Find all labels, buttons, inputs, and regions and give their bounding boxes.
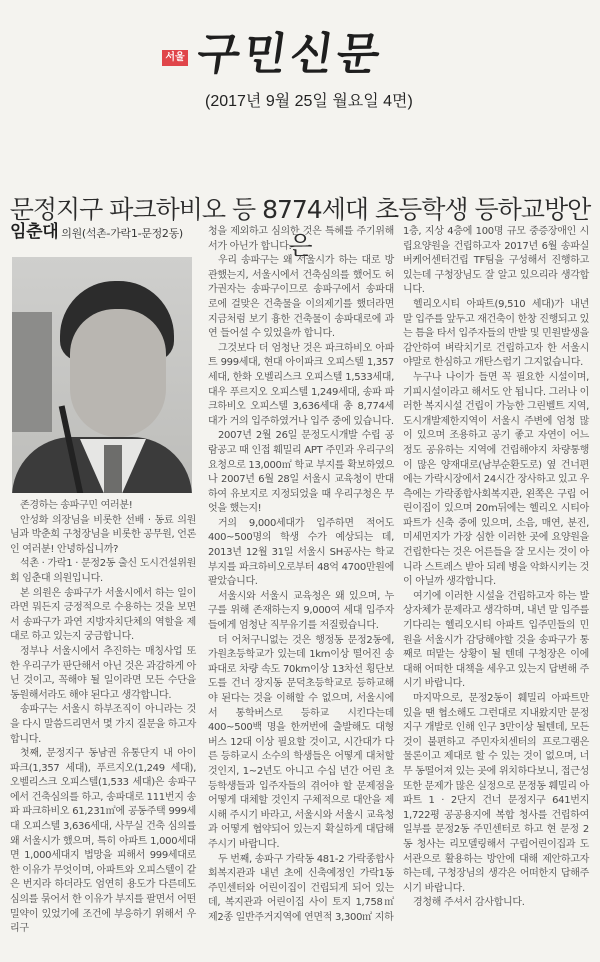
masthead (0, 0, 600, 120)
paragraph: 안성화 의장님을 비롯한 선배 · 동료 의원님과 박춘희 구청장님을 비롯한 공무원, 언론인 여러분! 안녕하십니까? (10, 514, 196, 555)
paragraph: 마지막으로, 문정2동이 훼밀리 아파트만 있을 땐 협소해도 그런대로 지내왔지만 문정지구 개발로 인해 인구 3만이상 될텐데, 모든 것이 불편하고 주민자치센터의 프로그램은 물론이고 제대로 할 수 있는 것이 없으며, 너무 동떨어져 있는 곳에 위치하다보니, 접근성 또한 문제가 많은 실정으로 문정동 훼밀리 아파트 1 · 2단지 건너 문정지구 641번지 1,722평 공공용지에 복합 청사를 건립하여 일부를 문정2동 주민센터로 하고 현 문정 2동 청사는 리모델링해서 구립어린이집과 도서관으로 활용하는 방안에 대해 제안하고자 하는데, 구청장님의 생각은 어떠한지 답해주시기 바랍니다. (403, 693, 589, 894)
byline (10, 222, 196, 251)
paragraph: 여기에 이러한 시설을 건립하고자 하는 발상자체가 문제라고 생각하며, 내년 말 입주를 기다리는 헬리오시티 아파트 입주민들의 민원을 서울시가 감당해야할 것을 송파구가 통째로 떠맡는 상황이 될 텐데 구청장은 이에 대해 어떠한 대책을 세우고 있는지 답변해 주시기 바랍니다. (403, 590, 589, 690)
paragraph: 두 번째, 송파구 가락동 481-2 가락종합사회복지관과 내년 초에 신축예정인 가락1동 주민센터와 어린이집이 건립되게 되어 있는데, 복지관과 어린이집 사이 토지 1,758㎡ 제2종 일반주거지역에 연면적 3,300㎡ 지하 (208, 853, 394, 923)
paragraph: 우리 송파구는 왜 서울시가 하는 대로 방관했는지, 서울시에서 건축심의를 했어도 허가권자는 송파구이므로 송파구에서 송파대로에 걸맞은 건축물을 이의제기를 했더라면 지금처럼 보기 흉한 건축물이 송파대로에 과연 들어설 수 있었을까 합니다. (208, 255, 394, 340)
paragraph: 석촌 · 가락1 · 문정2동 출신 도시건설위원회 임춘대 의원입니다. (10, 558, 196, 584)
paragraph: 청을 제외하고 심의한 것은 특혜를 주기위해서가 아닌가 합니다. (208, 226, 394, 252)
paragraph: 더 어처구니없는 것은 행정동 문정2동에, 가원초등학교가 있는데 1km이상 떨어진 송파대로 차량 속도 70km이상 13차선 횡단보도를 건너 장지동 문덕초등학교로 등하교해야 된다는 것을 이해할 수 없으며, 서울시에서 통학버스로 등하교 시킨다는데 400~500백 명을 한꺼번에 출발해도 대형버스 12대 이상 필요할 것이고, 시간대가 다른 등하교시 소수의 학생들은 어떻게 대처할 것인지, 1~2년도 아니고 수십 년간 어린 초등학생들과 입주자들의 겪어야 할 문제점을 어떻게 대체할 것인지 구체적으로 대안을 제시해 주시기 바라고, 서울시와 서울시 교육청과 어떻게 협약되어 있는지 확실하게 대답해 주시기 바랍니다. (208, 634, 394, 850)
article-headline: 문정지구 파크하비오 등 8774세대 초등학생 등하교방안은 (9, 195, 591, 260)
region-badge: 서울 (162, 50, 188, 66)
article-column-1 (10, 222, 196, 937)
author-role: 의원(석촌-가락1-문정2동) (61, 227, 183, 240)
paper-logo: 구민신문 (193, 29, 387, 80)
paragraph: 2007년 2월 26일 문정도시개발 수립 공람공고 때 인접 훼밀리 APT 주민과 우리구의 요청으로 13,000㎡ 학교 부지를 확보하였으나 2007년 6월 28일 서울시 교육청이 반대하여 유보지로 지정되었을 때 우리구청은 무엇을 했는지! (208, 430, 394, 515)
paragraph: 본 의원은 송파구가 서울시에서 하는 일이라면 뭐든지 긍정적으로 수용하는 것을 보면서 송파구가 과연 지방자치단체의 역할을 제대로 하고 있는지 궁금합니다. (10, 587, 196, 643)
photo-background (12, 312, 52, 432)
author-name: 임춘대 (10, 222, 59, 242)
paragraph: 서울시와 서울시 교육청은 왜 있으며, 누구를 위해 존재하는지 9,000여 세대 입주자들에게 엄청난 직무유기를 저질렀습니다. (208, 590, 394, 632)
article-column-3 (403, 225, 589, 911)
paragraph: 송파구는 서울시 하부조직이 아니라는 것을 다시 말씀드리면서 몇 가지 질문을 하고자 합니다. (10, 704, 196, 745)
paragraph: 그것보다 더 엄청난 것은 파크하비오 아파트 999세대, 현대 아이파크 오피스텔 1,357세대, 한화 오벨리스크 오피스텔 1,533세대, 대우 푸르지오 오피스텔 1,249세대, 송파 파크하비오 오피스텔 3,636세대 총 8,774세대가 거의 입주하였거나 입주 중에 있습니다. (208, 342, 394, 427)
dateline: (2017년 9월 25일 월요일 4면) (205, 93, 413, 110)
paragraph: 존경하는 송파구민 여러분! (20, 500, 133, 511)
author-photo (12, 257, 192, 493)
paragraph: 누구나 나이가 들면 꼭 필요한 시설이며, 기피시설이라고 해서도 안 됩니다. 그러나 이러한 복지시설 건립이 가능한 그린벨트 지역, 도시개발제한지역이 서울시 주변에 엄청 많이 있으며 조용하고 공기 좋고 자연이 어느 정도 공유하는 지역에 건립해야지 차량통행이 많은 양재대로(남부순환도로) 옆 건너편에는 가락시장에서 24시간 장사하고 있고 우측에는 가락종합사회복지관, 왼쪽은 구립 어린이집이 있으며 20m뒤에는 헬리오 시티아파트가 신축 중에 있으며, 소음, 매연, 분진, 미세먼지가 가장 심한 이러한 곳에 요양원을 건립한다는 것은 어른들을 잘 모시는 것이 아니라 스트레스 받아 되레 병을 악화시키는 것이 아닐까 생각합니다. (403, 371, 589, 588)
paragraph: 거의 9,000세대가 입주하면 적어도 400~500명의 학생 수가 예상되는 데, 2013년 12월 31일 서울시 SH공사는 학교부지를 파크하비오로부터 48억 4700만원에 팔았습니다. (208, 517, 394, 588)
paragraph: 첫째, 문정지구 동남권 유통단지 내 아이파크(1,357 세대), 푸르지오(1,249 세대), 오벨리스크 오피스텔(1,533 세대)은 송파구에서 건축심의를 하고, 송파대로 111번지 송파 파크하비오 61,231㎡에 공동주택 999세대 오피스텔 3,636세대, 사무실 건축 심의를 왜 서울시가 했으며, 특히 아파트 1,000세대면 1,000세대지 법망을 피해서 999세대로 한 이유가 무엇이며, 아파트와 오피스텔이 같은 번지라 하더라도 엄연히 용도가 다른데도 심의를 묶어서 한 이유가 부지를 팔면서 어떤 밀약이 있었기에 조건에 부응하기 위해서 우리구 (10, 748, 196, 935)
paragraph: 경청해 주셔서 감사합니다. (413, 897, 525, 909)
paragraph: 헬리오시티 아파트(9,510 세대)가 내년 말 입주를 앞두고 재건축이 한창 진행되고 있는 틈을 타서 입주자들의 반발 및 민원발생을 감안하여 벼락치기로 건립하고자 한 서울시야말로 한심하고 개탄스럽기 그지없습니다. (403, 298, 589, 369)
photo-tie (104, 445, 122, 493)
paragraph: 정부나 서울시에서 추진하는 매칭사업 또한 우리구가 판단해서 아닌 것은 과감하게 아닌 것이고, 꼭해야 될 일이라면 모든 수단을 동원해서라도 해야 된다고 생각합니다. (10, 645, 196, 701)
photo-face (70, 309, 166, 437)
paragraph: 1층, 지상 4층에 100명 규모 중증장애인 시립요양원을 건립하고자 2017년 6월 송파실버케어센터건립 TF팀을 구성해서 진행하고 있는데 구청장님도 잘 알고 있으리라 생각합니다. (403, 226, 589, 296)
article-column-2 (208, 225, 394, 926)
